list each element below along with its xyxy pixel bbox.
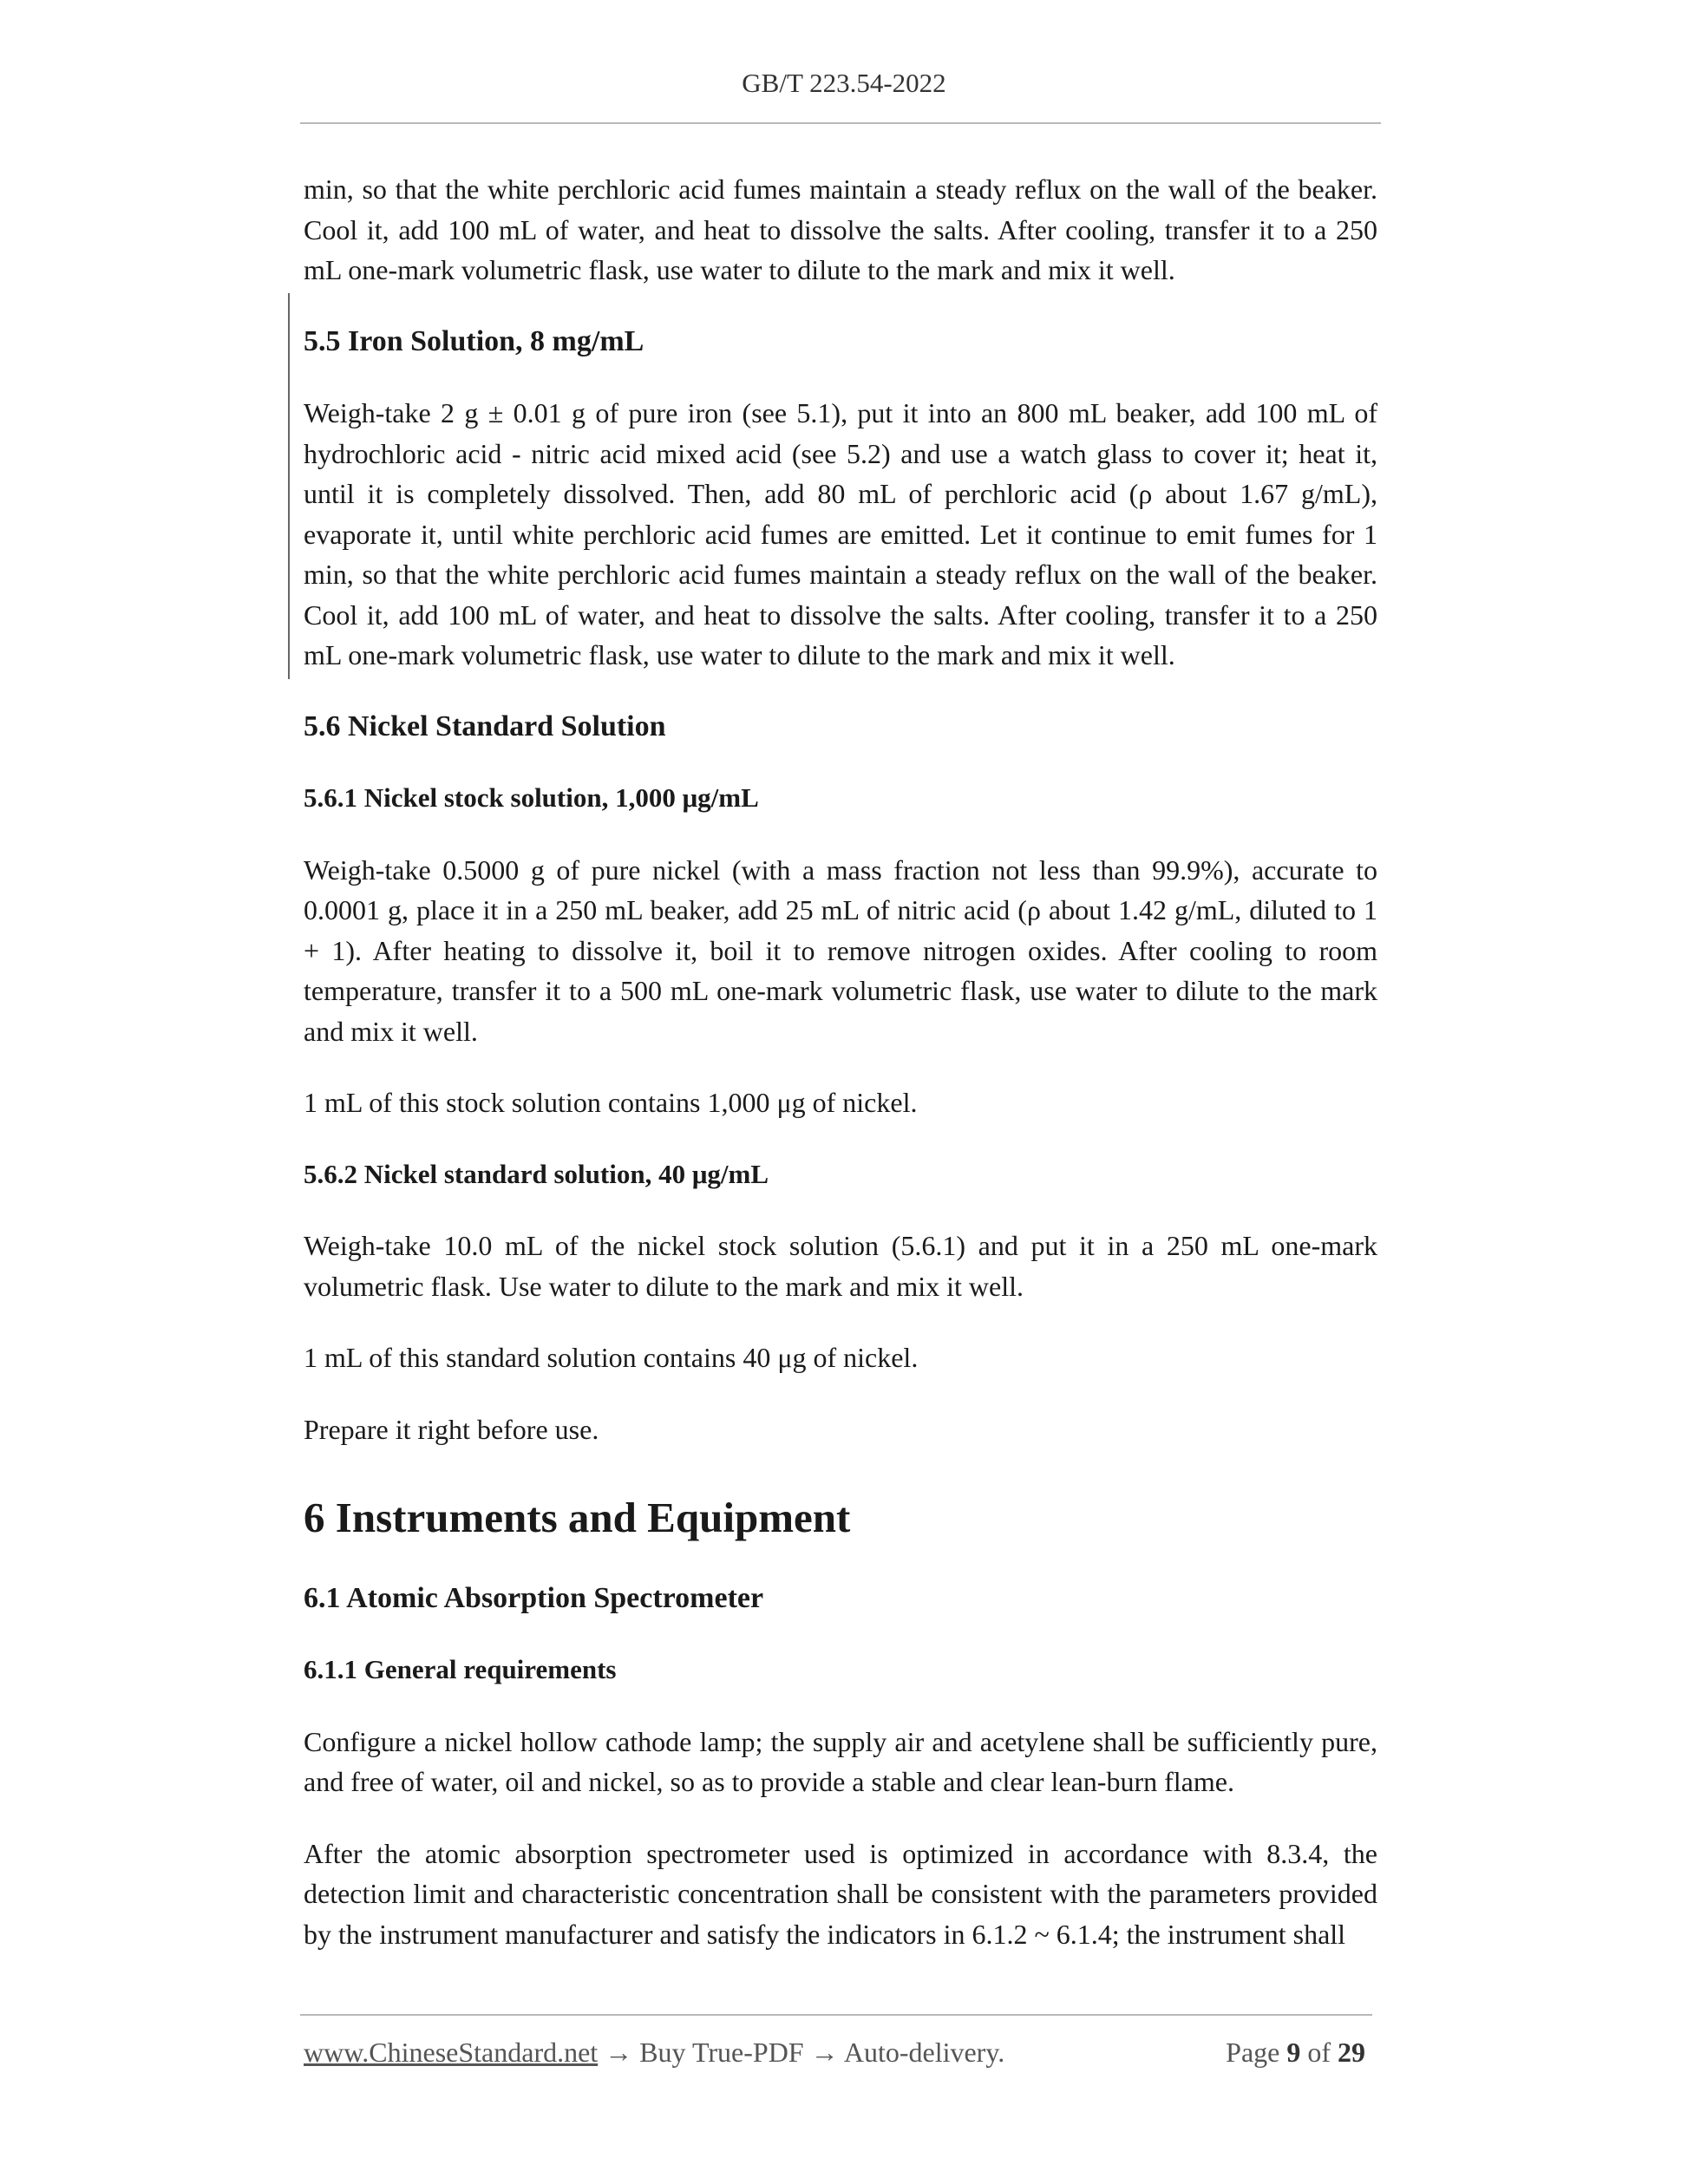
- header-divider: [300, 122, 1381, 124]
- heading-6: 6 Instruments and Equipment: [304, 1494, 851, 1541]
- paragraph-6-1-1-b: After the atomic absorption spectrometer used is optimized in accordance with 8.3.4, the detection limit and characteristic concentration shall be consistent with the parameters provided by the instrument manufacturer and satisfy the indicators in 6.1.2 ~ 6.1.4; the instrument shall: [304, 1837, 1377, 1950]
- current-page: 9: [1286, 2037, 1301, 2068]
- revision-change-bar: [288, 293, 290, 679]
- auto-delivery-text: Auto-delivery.: [843, 2037, 1005, 2068]
- footer-promo: [304, 2037, 1004, 2069]
- paragraph-5-5: Weigh-take 2 g ± 0.01 g of pure iron (see 5.1), put it into an 800 mL beaker, add 100 mL of hydrochloric acid - nitric acid mixed acid (see 5.2) and use a watch glass to cover it; heat it, until it is completely dissolved. Then, add 80 mL of perchloric acid (ρ about 1.67 g/mL), evaporate it, until white perchloric acid fumes are emitted. Let it continue to emit fumes for 1 min, so that the white perchloric acid fumes maintain a steady reflux on the wall of the beaker. Cool it, add 100 mL of water, and heat to dissolve the salts. After cooling, transfer it to a 250 mL one-mark volumetric flask, use water to dilute to the mark and mix it well.: [304, 397, 1377, 670]
- total-pages: 29: [1338, 2037, 1365, 2068]
- paragraph-continuation: min, so that the white perchloric acid fumes maintain a steady reflux on the wall of the beaker. Cool it, add 100 mL of water, and heat to dissolve the salts. After cooling, transfer it to a 250 mL one-mark volumetric flask, use water to dilute to the mark and mix it well.: [304, 173, 1377, 285]
- heading-6-1: 6.1 Atomic Absorption Spectrometer: [304, 1581, 764, 1614]
- paragraph-5-6-1: Weigh-take 0.5000 g of pure nickel (with a mass fraction not less than 99.9%), accurate to 0.0001 g, place it in a 250 mL beaker, add 25 mL of nitric acid (ρ about 1.42 g/mL, diluted to 1 + 1). After heating to dissolve it, boil it to remove nitrogen oxides. After cooling to room temperature, transfer it to a 500 mL one-mark volumetric flask, use water to dilute to the mark and mix it well.: [304, 853, 1377, 1047]
- heading-5-6-1: 5.6.1 Nickel stock solution, 1,000 μg/mL: [304, 782, 759, 813]
- paragraph-6-1-1: Configure a nickel hollow cathode lamp; the supply air and acetylene shall be sufficiently pure, and free of water, oil and nickel, so as to provide a stable and clear lean-burn flame.: [304, 1725, 1377, 1797]
- page-label: Page: [1226, 2037, 1280, 2068]
- document-header: GB/T 223.54-2022: [742, 68, 946, 98]
- paragraph-5-6-2-prepare: Prepare it right before use.: [304, 1413, 599, 1445]
- heading-6-1-1: 6.1.1 General requirements: [304, 1654, 617, 1684]
- arrow-right-icon: →: [605, 2037, 633, 2068]
- heading-5-6: 5.6 Nickel Standard Solution: [304, 709, 666, 742]
- paragraph-5-6-2: Weigh-take 10.0 mL of the nickel stock solution (5.6.1) and put it in a 250 mL one-mark volumetric flask. Use water to dilute to the mark and mix it well.: [304, 1230, 1377, 1302]
- paragraph-5-6-2-note: 1 mL of this standard solution contains 40 μg of nickel.: [304, 1342, 919, 1373]
- website-link[interactable]: www.ChineseStandard.net: [304, 2037, 599, 2068]
- paragraph-5-6-1-note: 1 mL of this stock solution contains 1,000 μg of nickel.: [304, 1087, 918, 1118]
- page-content: [304, 169, 1377, 1954]
- heading-5-6-2: 5.6.2 Nickel standard solution, 40 μg/mL: [304, 1158, 769, 1189]
- page-number: [1226, 2037, 1365, 2069]
- heading-5-5: 5.5 Iron Solution, 8 mg/mL: [304, 324, 644, 357]
- footer-divider: [300, 2014, 1372, 2016]
- arrow-right-icon: →: [810, 2037, 839, 2068]
- buy-pdf-text: Buy True-PDF: [639, 2037, 804, 2068]
- of-label: of: [1307, 2037, 1331, 2068]
